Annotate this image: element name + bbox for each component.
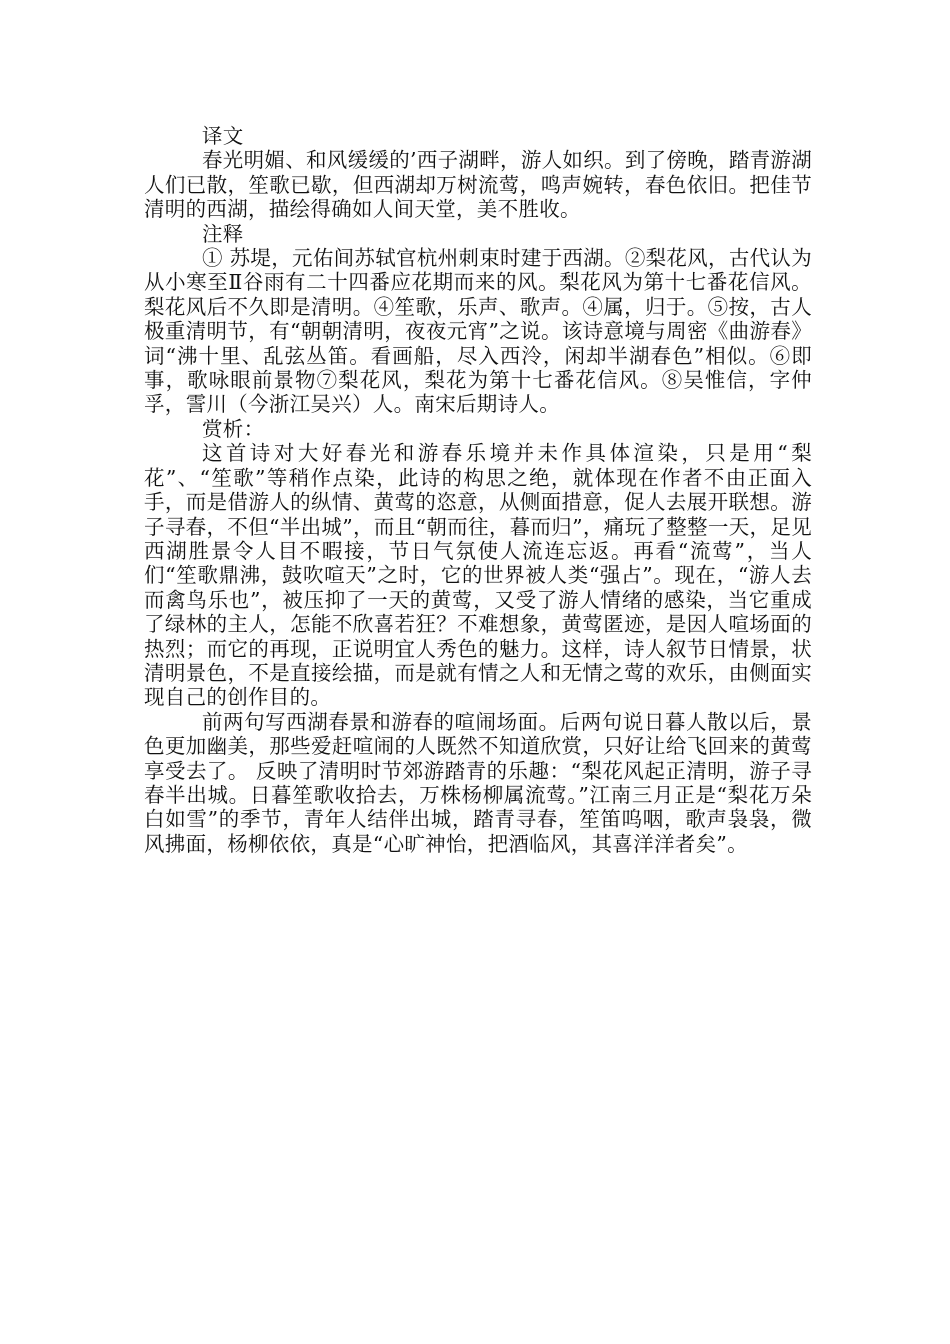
notes-paragraph: ① 苏堤，元佑间苏轼官杭州刺束时建于西湖。②梨花风，古代认为从小寒至Ⅱ谷雨有二十四番应花期而来的风。梨花风为第十七番花信风。梨花风后不久即是清明。④笙歌，乐声、歌声。④属，归于。⑤按，古人极重清明节，有“朝朝清明，夜夜元宵”之说。该诗意境与周密《曲游春》词“沸十里、乱弦丛笛。看画船，尽入西泠，闲却半湖春色”相似。⑥即事，歌咏眼前景物⑦梨花风，梨花为第十七番花信风。⑧吴惟信，字仲孚，霅川（今浙江吴兴）人。南宋后期诗人。	[144, 246, 813, 417]
document-page	[144, 124, 812, 856]
notes-heading: 注释	[202, 221, 244, 246]
appreciation-heading: 赏析：	[202, 416, 265, 441]
translation-paragraph: 春光明媚、和风缓缓的’西子湖畔，游人如织。到了傍晚，踏青游湖人们已散，笙歌已歇，但西湖却万树流莺，鸣声婉转，春色依旧。把佳节清明的西湖，描绘得确如人间天堂，美不胜收。	[144, 148, 813, 222]
translation-heading: 译文	[202, 124, 244, 148]
appreciation-paragraph-2: 前两句写西湖春景和游春的喧闹场面。后两句说日暮人散以后，景色更加幽美，那些爱赶喧闹的人既然不知道欣赏，只好让给飞回来的黄莺享受去了。 反映了清明时节郊游踏青的乐趣：“梨花风起正清明，游子寻春半出城。日暮笙歌收拾去，万株杨柳属流莺。”江南三月正是“梨花万朵白如雪”的季节，青年人结伴出城，踏青寻春，笙笛呜咽，歌声袅袅，微风拂面，杨柳依依，真是“心旷神怡，把酒临风，其喜洋洋者矣”。	[144, 709, 812, 856]
appreciation-paragraph-1: 这首诗对大好春光和游春乐境并未作具体渲染，只是用“梨花”、“笙歌”等稍作点染，此诗的构思之绝，就体现在作者不由正面入手，而是借游人的纵情、黄莺的恣意，从侧面措意，促人去展开联想。游子寻春，不但“半出城”，而且“朝而往，暮而归”，痛玩了整整一天，足见西湖胜景令人目不暇接，节日气氛使人流连忘返。再看“流莺”，当人们“笙歌鼎沸，鼓吹喧天”之时，它的世界被人类“强占”。现在，“游人去而禽鸟乐也”，被压抑了一天的黄莺，又受了游人情绪的感染，当它重成了绿林的主人，怎能不欣喜若狂？不难想象，黄莺匿迹，是因人喧场面的热烈；而它的再现，正说明宜人秀色的魅力。这样，诗人叙节日情景，状清明景色，不是直接绘描，而是就有情之人和无情之莺的欢乐，由侧面实现自己的创作目的。	[144, 441, 812, 710]
